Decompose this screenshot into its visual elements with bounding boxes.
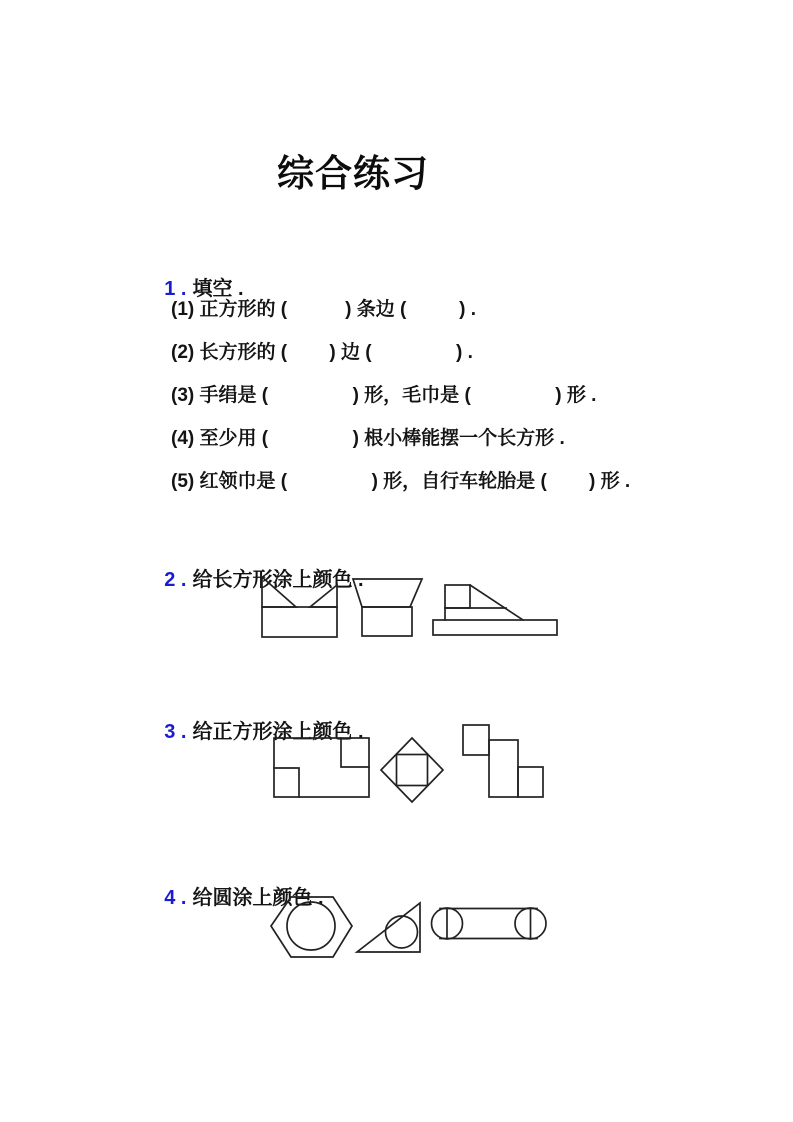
question-1-item-1: (1) 正方形的 ( ) 条边 ( ) . xyxy=(171,299,477,320)
question-1-number: 1 . xyxy=(164,278,187,300)
q4-figure-hexagon xyxy=(270,895,356,959)
question-2-text: 给长方形涂上颜色 . xyxy=(192,569,364,591)
q4-figure-cylinder xyxy=(432,903,550,945)
q2-figure-cup xyxy=(350,575,428,639)
boat-hull-rectangle xyxy=(262,607,337,637)
staircase-bottom-square xyxy=(518,767,543,797)
boat-right-triangle xyxy=(310,585,337,607)
cup-trapezoid xyxy=(353,579,422,607)
q3-figure-rectangle-corners xyxy=(272,736,372,799)
q3-figure-diamond xyxy=(380,736,446,804)
question-3-number: 3 . xyxy=(164,721,187,743)
question-2-number: 2 . xyxy=(164,569,187,591)
diamond-outline xyxy=(381,738,443,802)
slide-top-square xyxy=(445,585,470,608)
triangle-inner-circle xyxy=(386,916,418,948)
question-4-text: 给圆涂上颜色 . xyxy=(192,887,324,909)
top-right-corner-square xyxy=(341,738,369,767)
hexagon-inner-circle xyxy=(287,902,335,950)
question-1-text: 填空 . xyxy=(192,278,244,300)
question-1-item-4: (4) 至少用 ( ) 根小棒能摆一个长方形 . xyxy=(171,428,565,449)
cup-rectangle xyxy=(362,607,412,636)
question-1-item-5: (5) 红领巾是 ( ) 形，自行车轮胎是 ( ) 形 . xyxy=(171,471,631,492)
q3-figure-staircase xyxy=(461,723,547,801)
question-1-item-3: (3) 手绢是 ( ) 形，毛巾是 ( ) 形 . xyxy=(171,385,597,406)
question-4-number: 4 . xyxy=(164,887,187,909)
slide-diagonal xyxy=(470,585,523,620)
staircase-middle-rectangle xyxy=(489,740,518,797)
question-1-item-2: (2) 长方形的 ( ) 边 ( ) . xyxy=(171,342,473,363)
staircase-top-square xyxy=(463,725,489,755)
q2-figure-slide xyxy=(432,583,560,637)
slide-base-rectangle xyxy=(433,620,557,635)
inscribed-square xyxy=(397,755,428,786)
q4-figure-triangle xyxy=(356,900,424,956)
boat-left-triangle xyxy=(262,577,296,607)
q2-figure-boat xyxy=(258,572,342,640)
page-title: 综合练习 xyxy=(277,153,429,194)
bottom-left-corner-square xyxy=(274,768,299,797)
question-3-text: 给正方形涂上颜色 . xyxy=(192,721,364,743)
hexagon-outline xyxy=(271,897,352,957)
